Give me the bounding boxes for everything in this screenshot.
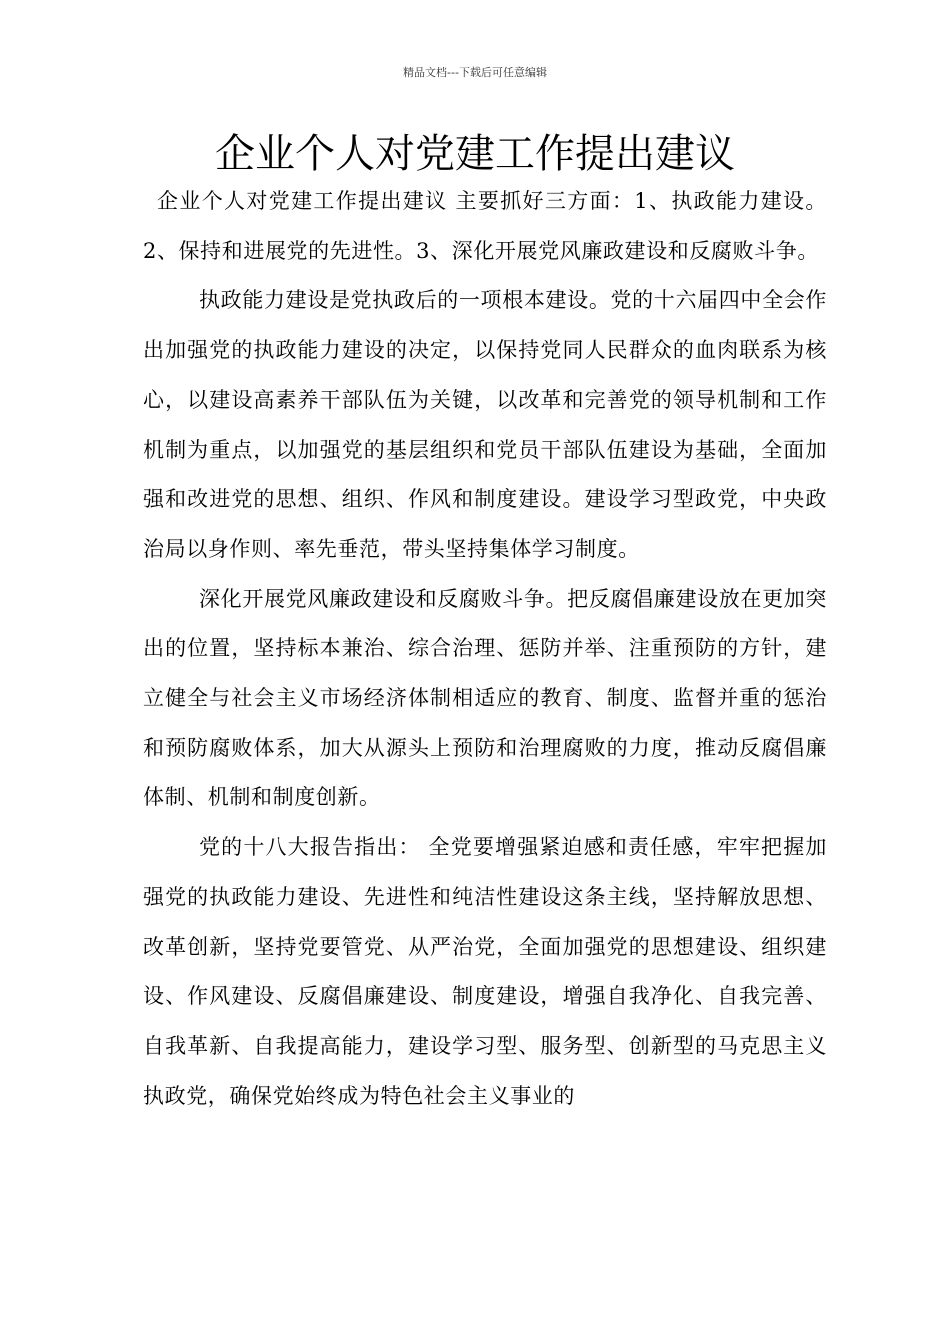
paragraph-anticorruption: 深化开展党风廉政建设和反腐败斗争。把反腐倡廉建设放在更加突出的位置，坚持标本兼治、综合治理、惩防并举、注重预防的方针，建立健全与社会主义市场经济体制相适应的教育、制度、监督并重的惩治和预防腐败体系，加大从源头上预防和治理腐败的力度，推动反腐倡廉体制、机制和制度创新。 xyxy=(143,586,827,810)
paragraph-governance: 执政能力建设是党执政后的一项根本建设。党的十六届四中全会作出加强党的执政能力建设的决定，以保持党同人民群众的血肉联系为核心，以建设高素养干部队伍为关键，以改革和完善党的领导机制和工作机制为重点，以加强党的基层组织和党员干部队伍建设为基础，全面加强和改进党的思想、组织、作风和制度建设。建设学习型政党，中央政治局以身作则、率先垂范，带头坚持集体学习制度。 xyxy=(143,288,827,561)
document-body xyxy=(143,177,827,1121)
document-title: 企业个人对党建工作提出建议 xyxy=(215,131,735,177)
header-note: 精品文档---下载后可任意编辑 xyxy=(403,66,547,79)
paragraph-intro: 企业个人对党建工作提出建议 主要抓好三方面：1、执政能力建设。2、保持和进展党的先进性。3、深化开展党风廉政建设和反腐败斗争。 xyxy=(143,189,827,263)
paragraph-eighteenth-congress: 党的十八大报告指出： 全党要增强紧迫感和责任感，牢牢把握加强党的执政能力建设、先进性和纯洁性建设这条主线，坚持解放思想、改革创新，坚持党要管党、从严治党，全面加强党的思想建设、组织建设、作风建设、反腐倡廉建设、制度建设，增强自我净化、自我完善、自我革新、自我提高能力，建设学习型、服务型、创新型的马克思主义执政党，确保党始终成为特色社会主义事业的 xyxy=(143,835,827,1108)
